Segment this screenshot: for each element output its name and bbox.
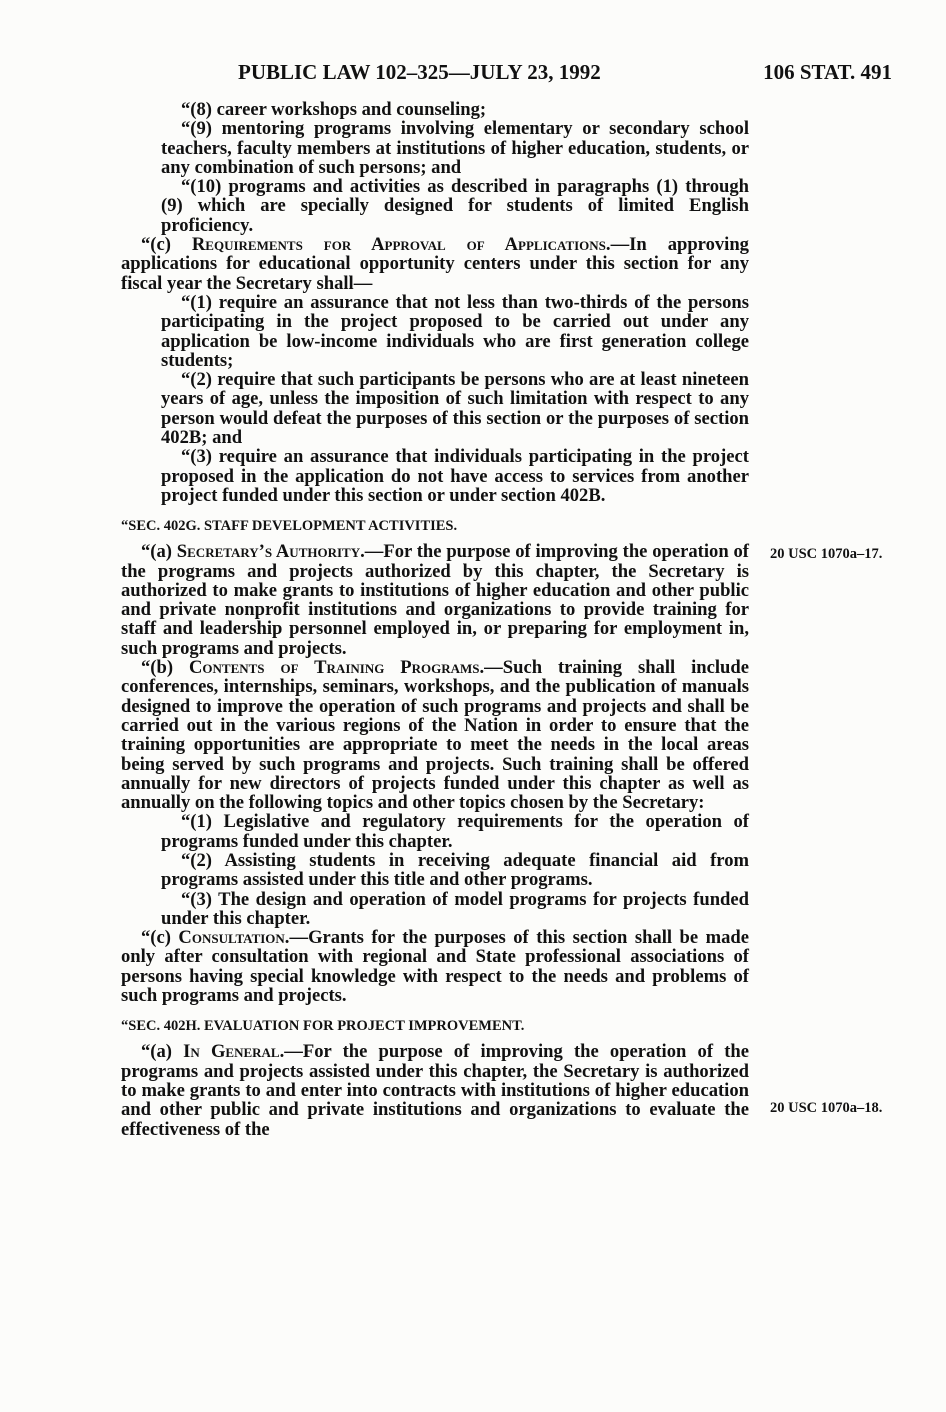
paragraph-item-9: “(9) mentoring programs involving elementary or secondary school teachers, faculty members at institutions of higher education, students, or any combination of such persons; and (161, 118, 749, 178)
subsection-heading: Contents of Training Programs. (188, 657, 485, 679)
subsection-heading: Consultation. (178, 927, 290, 949)
subsection-b-contents: “(b) Contents of Training Programs.—Such training shall include conferences, internships, seminars, workshops, and the publication of manuals designed to improve the operation of such programs and projects and shall be carried out in the various regions of the Nation in order to ensure that the training opportunities are appropriate to meet the needs in the local areas being served by such programs and projects. Such training shall be offered annually for new directors of projects funded under this chapter as well as annually on the following topics and other topics chosen by the Secretary: (121, 657, 749, 814)
margin-note-402h: 20 USC 1070a–18. (770, 1100, 883, 1116)
subsection-a-authority: “(a) Secretary’s Authority.—For the purpose of improving the operation of the programs and projects authorized by this chapter, the Secretary is authorized to make grants to institutions of higher education and other public and private nonprofit institutions and organizations to provide training for staff and leadership personnel employed in, or preparing for employment in, such programs and projects. (121, 541, 749, 659)
page-header (120, 60, 892, 90)
header-title: PUBLIC LAW 102–325—JULY 23, 1992 (238, 60, 601, 84)
margin-note-402g: 20 USC 1070a–17. (770, 546, 883, 562)
paragraph-b-1: “(1) Legislative and regulatory requirements for the operation of programs funded under this chapter. (161, 811, 749, 852)
subsection-heading: Secretary’s Authority. (176, 541, 365, 563)
subsection-a-general: “(a) In General.—For the purpose of improving the operation of the programs and projects assisted under this chapter, the Secretary is authorized to make grants to and enter into contracts with institutions of higher education and other public and private institutions and organizations to evaluate the effectiveness of the (121, 1041, 749, 1140)
subsection-c-requirements: “(c) Requirements for Approval of Applications.—In approving applications for educational opportunity centers under this section for any fiscal year the Secretary shall— (121, 234, 749, 294)
paragraph-c-1: “(1) require an assurance that not less than two-thirds of the persons participating in the project proposed to be carried out under any application be low-income individuals who are first generation college students; (161, 291, 749, 371)
paragraph-b-2: “(2) Assisting students in receiving adequate financial aid from programs assisted under this title and other programs. (161, 849, 749, 891)
section-heading-402h: “SEC. 402H. EVALUATION FOR PROJECT IMPROVEMENT. (121, 1018, 525, 1035)
subsection-heading: In General. (183, 1041, 285, 1063)
header-stat-page: 106 STAT. 491 (763, 60, 892, 84)
paragraph-item-8: “(8) career workshops and counseling; (181, 99, 487, 120)
section-heading-402g: “SEC. 402G. STAFF DEVELOPMENT ACTIVITIES. (121, 518, 458, 535)
paragraph-b-3: “(3) The design and operation of model programs for projects funded under this chapter. (161, 888, 749, 929)
paragraph-item-10: “(10) programs and activities as described in paragraphs (1) through (9) which are specially designed for students of limited English proficiency. (161, 176, 749, 236)
subsection-heading: Requirements for Approval of Applications. (191, 234, 611, 256)
subsection-c-consultation: “(c) Consultation.—Grants for the purposes of this section shall be made only after consultation with regional and State professional associations of persons having special knowledge with respect to the needs and problems of such programs and projects. (121, 927, 749, 1007)
paragraph-c-2: “(2) require that such participants be persons who are at least nineteen years of age, unless the imposition of such limitation with respect to any person would defeat the purposes of this section or the purposes of section 402B; and (161, 369, 749, 449)
paragraph-c-3: “(3) require an assurance that individuals participating in the project proposed in the application do not have access to services from another project funded under this section or under section 402B. (161, 446, 749, 506)
document-body (121, 100, 749, 1139)
